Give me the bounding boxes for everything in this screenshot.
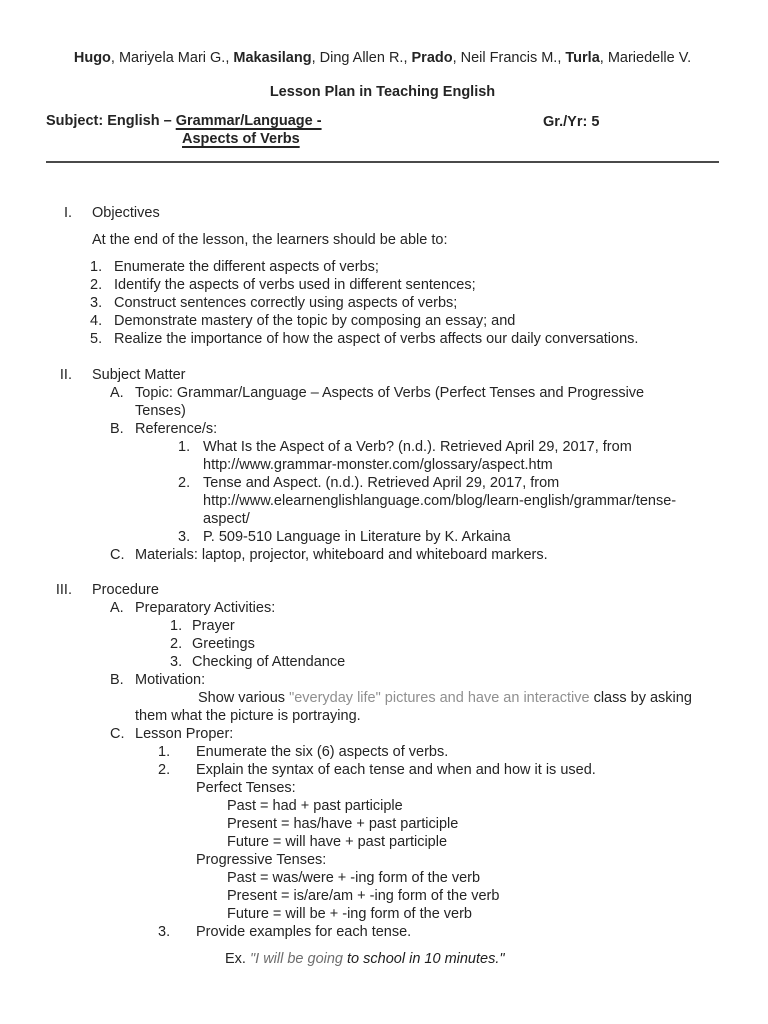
motivation-paragraph-line-1 — [135, 689, 719, 707]
reference-text — [203, 474, 719, 528]
reference-text — [203, 438, 719, 474]
objectives-intro: At the end of the lesson, the learners should be able to: — [92, 232, 448, 248]
item-text: Prayer — [192, 618, 235, 634]
reference-row — [178, 528, 719, 546]
item-number: 1. — [90, 259, 103, 275]
list-letter: A. — [110, 600, 124, 616]
reference-title: Reference/s: — [135, 421, 218, 437]
list-letter: B. — [110, 672, 124, 688]
example-quote-dark: to school in 10 minutes." — [347, 951, 505, 967]
materials-text: Materials: laptop, projector, whiteboard and whiteboard markers. — [135, 547, 548, 563]
divider-rule — [46, 161, 719, 163]
section-numeral: II. — [59, 367, 72, 383]
document-title: Lesson Plan in Teaching English — [269, 84, 496, 100]
motivation-paragraph-line-2: them what the picture is portraying. — [135, 708, 361, 724]
item-number: 5. — [90, 331, 103, 347]
lesson-proper-header-row — [110, 725, 719, 743]
item-number: 1. — [158, 744, 171, 760]
item-text: Identify the aspects of verbs used in different sentences; — [114, 277, 476, 293]
author-given-names: , Mariyela Mari G., — [110, 50, 234, 66]
lesson-proper-title: Lesson Proper: — [135, 726, 234, 742]
item-number: 3. — [170, 654, 183, 670]
objectives-list — [90, 258, 719, 348]
motivation-text-faded: "everyday life" pictures and have an interactive — [289, 690, 594, 706]
motivation-title: Motivation: — [135, 672, 206, 688]
example-quote-light: "I will be going — [249, 951, 348, 967]
motivation-text: class by asking — [593, 690, 692, 706]
objectives-section-heading — [46, 204, 719, 222]
item-text: Enumerate the different aspects of verbs; — [114, 259, 379, 275]
motivation-header-row — [110, 671, 719, 689]
author-surname: Hugo — [73, 50, 111, 66]
prep-activity-row — [170, 653, 719, 671]
objective-item — [90, 312, 719, 330]
subject-topic-underlined: Grammar/Language - — [175, 113, 322, 129]
item-number: 1. — [178, 439, 191, 455]
section-title: Procedure — [92, 582, 159, 598]
reference-row — [178, 474, 719, 528]
item-text: Greetings — [192, 636, 255, 652]
topic-row — [110, 384, 719, 420]
item-text: Explain the syntax of each tense and when and how it is used. — [196, 762, 596, 778]
objective-item — [90, 258, 719, 276]
lesson-step-row — [158, 743, 719, 761]
tense-formula-line: Future = will have + past participle — [227, 834, 448, 850]
preparatory-title: Preparatory Activities: — [135, 600, 276, 616]
topic-line: Topic: Grammar/Language – Aspects of Verbs (Perfect Tenses and Progressive — [135, 385, 645, 401]
list-letter: A. — [110, 385, 124, 401]
section-title: Subject Matter — [92, 367, 186, 383]
item-text: Enumerate the six (6) aspects of verbs. — [196, 744, 449, 760]
author-surname: Makasilang — [233, 50, 312, 66]
authors-line — [46, 49, 719, 67]
materials-row — [110, 546, 719, 564]
item-number: 3. — [90, 295, 103, 311]
list-letter: C. — [110, 726, 125, 742]
tense-formula-line: Future = will be + -ing form of the verb — [227, 906, 472, 922]
item-number: 2. — [170, 636, 183, 652]
subject-line-1 — [46, 112, 719, 130]
tense-formula-line: Past = had + past participle — [227, 798, 403, 814]
procedure-section-heading — [46, 581, 719, 599]
lesson-step-row — [158, 761, 719, 779]
section-title: Objectives — [92, 205, 160, 221]
item-number: 3. — [158, 924, 171, 940]
section-numeral: I. — [63, 205, 72, 221]
author-given-names: , Mariedelle V. — [599, 50, 692, 66]
motivation-text: Show various — [198, 690, 290, 706]
objective-item — [90, 294, 719, 312]
list-letter: C. — [110, 547, 125, 563]
reference-text: P. 509-510 Language in Literature by K. Arkaina — [203, 529, 511, 545]
author-surname: Prado — [411, 50, 453, 66]
reference-row — [178, 438, 719, 474]
item-text: Provide examples for each tense. — [196, 924, 412, 940]
subject-row — [46, 112, 719, 148]
tense-formula-line: Past = was/were + -ing form of the verb — [227, 870, 481, 886]
reference-line: Tense and Aspect. (n.d.). Retrieved April 29, 2017, from — [203, 475, 560, 491]
list-letter: B. — [110, 421, 124, 437]
prep-activity-row — [170, 617, 719, 635]
example-sentence — [225, 950, 719, 968]
preparatory-header-row — [110, 599, 719, 617]
subject-label: Subject: English – — [46, 113, 176, 129]
subject-line-2 — [182, 130, 719, 148]
objective-item — [90, 330, 719, 348]
reference-url: http://www.grammar-monster.com/glossary/aspect.htm — [203, 457, 553, 473]
tense-formula-line: Present = is/are/am + -ing form of the verb — [227, 888, 500, 904]
item-number: 2. — [178, 475, 191, 491]
item-text: Demonstrate mastery of the topic by composing an essay; and — [114, 313, 516, 329]
objective-item — [90, 276, 719, 294]
reference-url: http://www.elearnenglishlanguage.com/blog/learn-english/grammar/tense- — [203, 493, 677, 509]
item-number: 3. — [178, 529, 191, 545]
prep-activity-row — [170, 635, 719, 653]
item-number: 2. — [158, 762, 171, 778]
tense-formula-line: Present = has/have + past participle — [227, 816, 459, 832]
example-label: Ex. — [225, 951, 250, 967]
section-numeral: III. — [55, 582, 72, 598]
tense-group-header: Progressive Tenses: — [196, 852, 327, 868]
lesson-step-row — [158, 923, 719, 941]
subject-matter-section-heading — [46, 366, 719, 384]
tense-group-header: Perfect Tenses: — [196, 780, 296, 796]
reference-header-row — [110, 420, 719, 438]
item-text: Realize the importance of how the aspect of verbs affects our daily conversations. — [114, 331, 639, 347]
author-given-names: , Ding Allen R., — [311, 50, 412, 66]
reference-url: aspect/ — [203, 511, 250, 527]
subject-topic-underlined: Aspects of Verbs — [182, 131, 300, 147]
topic-text — [135, 384, 719, 420]
item-text: Construct sentences correctly using aspects of verbs; — [114, 295, 458, 311]
grade-year-label: Gr./Yr: 5 — [543, 114, 600, 130]
item-number: 2. — [90, 277, 103, 293]
item-text: Checking of Attendance — [192, 654, 346, 670]
topic-line: Tenses) — [135, 403, 186, 419]
item-number: 4. — [90, 313, 103, 329]
item-number: 1. — [170, 618, 183, 634]
reference-line: What Is the Aspect of a Verb? (n.d.). Retrieved April 29, 2017, from — [203, 439, 632, 455]
author-surname: Turla — [565, 50, 600, 66]
author-given-names: , Neil Francis M., — [452, 50, 566, 66]
